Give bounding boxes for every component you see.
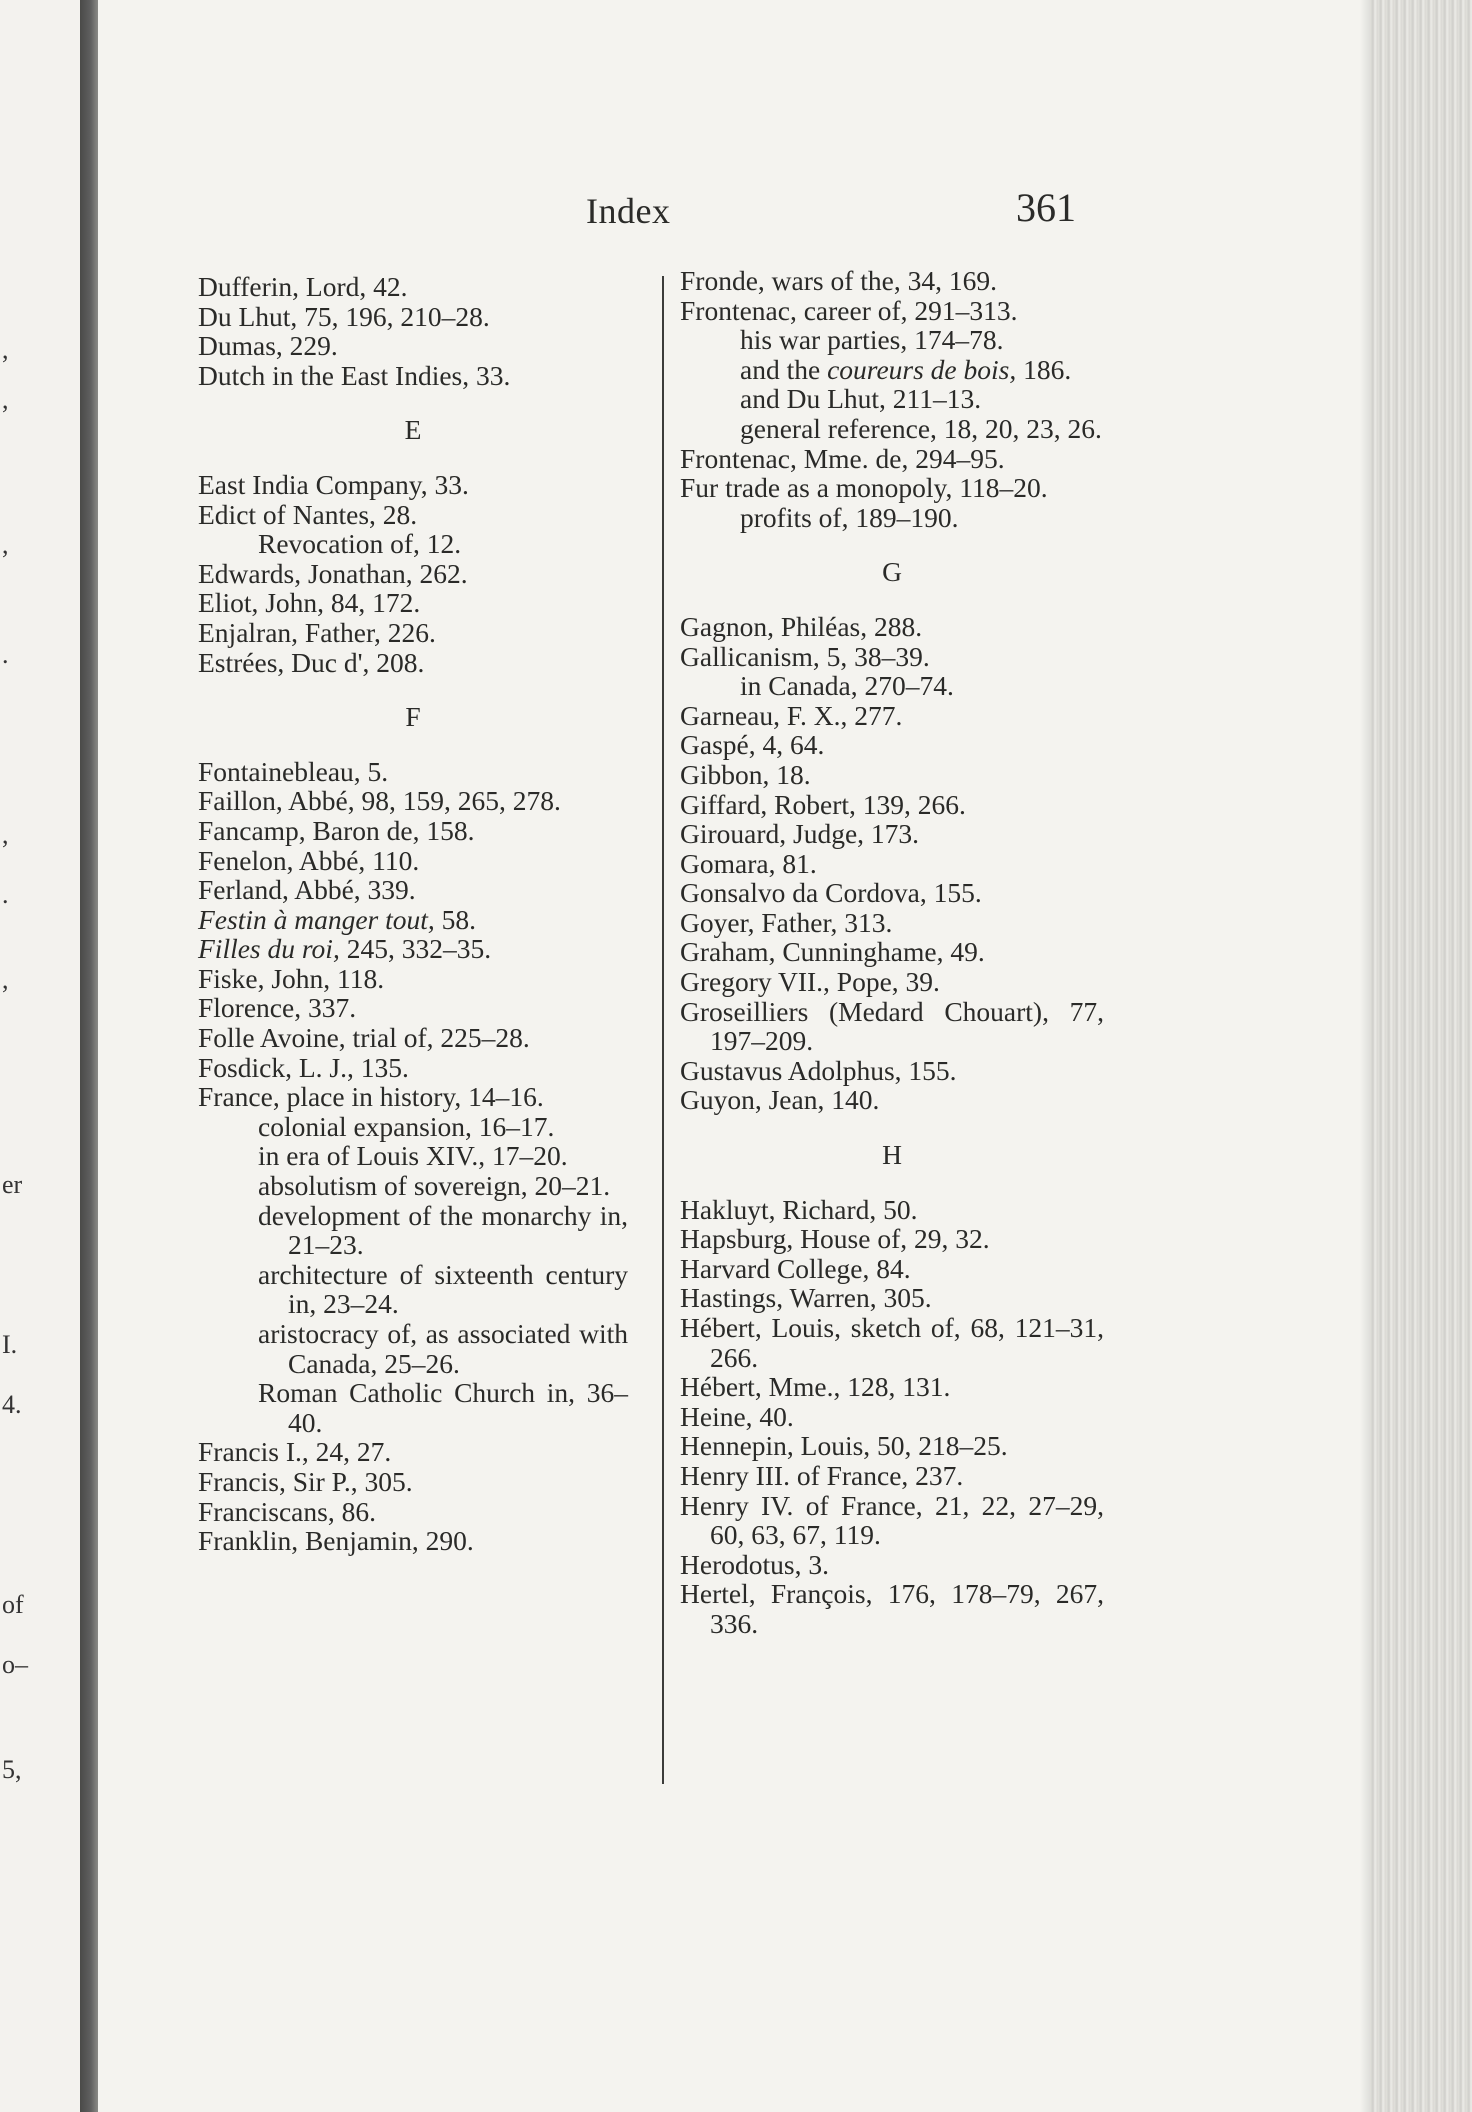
facing-page-edge	[0, 0, 80, 2112]
index-subentry: in era of Louis XIV., 17–20.	[258, 1140, 568, 1172]
facing-page-fragment: .	[2, 880, 9, 909]
index-entry: Hakluyt, Richard, 50.	[680, 1193, 918, 1225]
index-entry: Edwards, Jonathan, 262.	[198, 557, 468, 589]
section-letter: G	[882, 556, 902, 588]
facing-page-fragment: o–	[2, 1650, 28, 1679]
index-entry	[198, 905, 628, 935]
facing-page-fragment: ,	[2, 385, 9, 414]
index-entry: Fosdick, L. J., 135.	[198, 1051, 409, 1083]
index-entry: France, place in history, 14–16.	[198, 1081, 544, 1113]
index-entry: Heine, 40.	[680, 1400, 794, 1432]
index-entry: Eliot, John, 84, 172.	[198, 587, 421, 619]
section-letter: H	[882, 1139, 902, 1171]
column-divider	[662, 276, 664, 1784]
index-column-right	[680, 266, 1104, 1639]
entry-pages: 186.	[1016, 353, 1072, 385]
index-entry: Guyon, Jean, 140.	[680, 1084, 880, 1116]
index-subentry: profits of, 189–190.	[740, 501, 959, 533]
index-subentry: development of the monarchy in, 21–23.	[258, 1199, 628, 1261]
facing-page-fragment: .	[2, 640, 9, 669]
index-subentry	[680, 355, 1104, 385]
italic-term: coureurs de bois,	[827, 353, 1017, 385]
index-entry: Fancamp, Baron de, 158.	[198, 814, 475, 846]
index-entry: Harvard College, 84.	[680, 1252, 911, 1284]
index-subentry: absolutism of sovereign, 20–21.	[258, 1170, 611, 1202]
index-entry: Estrées, Duc d', 208.	[198, 646, 425, 678]
section-letter: F	[405, 701, 421, 733]
index-entry: Hastings, Warren, 305.	[680, 1282, 932, 1314]
index-entry: Frontenac, Mme. de, 294–95.	[680, 442, 1005, 474]
index-entry: Hébert, Mme., 128, 131.	[680, 1371, 951, 1403]
running-head-title: Index	[586, 191, 671, 231]
facing-page-fragment: er	[2, 1170, 23, 1199]
index-entry: Henry III. of France, 237.	[680, 1459, 964, 1491]
index-entry: Dumas, 229.	[198, 330, 338, 362]
facing-page-fragment: ,	[2, 965, 9, 994]
facing-page-fragment: of	[2, 1590, 24, 1619]
index-entry: Girouard, Judge, 173.	[680, 818, 920, 850]
index-entry: Herodotus, 3.	[680, 1548, 829, 1580]
index-entry: Frontenac, career of, 291–313.	[680, 294, 1018, 326]
book-gutter	[80, 0, 98, 2112]
index-entry: Giffard, Robert, 139, 266.	[680, 788, 966, 820]
stacked-page-edges	[1370, 0, 1472, 2112]
index-entry: Gonsalvo da Cordova, 155.	[680, 877, 982, 909]
index-subentry: colonial expansion, 16–17.	[258, 1110, 555, 1142]
index-entry: Hennepin, Louis, 50, 218–25.	[680, 1430, 1008, 1462]
entry-text: and the	[740, 353, 828, 385]
index-entry: Fenelon, Abbé, 110.	[198, 844, 420, 876]
index-subentry: architecture of sixteenth century in, 23–24.	[258, 1258, 628, 1320]
index-entry: Hertel, François, 176, 178–79, 267, 336.	[680, 1578, 1104, 1639]
index-entry: East India Company, 33.	[198, 468, 469, 500]
index-entry: Folle Avoine, trial of, 225–28.	[198, 1022, 530, 1054]
index-subentry: his war parties, 174–78.	[740, 324, 1004, 356]
index-subentry: Revocation of, 12.	[258, 528, 462, 560]
italic-term: Filles du roi,	[198, 933, 340, 965]
entry-pages: 58.	[434, 903, 477, 935]
index-entry: Enjalran, Father, 226.	[198, 616, 436, 648]
index-entry: Francis I., 24, 27.	[198, 1436, 392, 1468]
index-subentry: Roman Catholic Church in, 36–40.	[258, 1377, 628, 1438]
index-subentry: general reference, 18, 20, 23, 26.	[740, 412, 1102, 444]
index-entry: Gaspé, 4, 64.	[680, 729, 825, 761]
entry-pages: 245, 332–35.	[339, 933, 492, 965]
facing-page-fragment: 5,	[2, 1755, 22, 1784]
index-subentry: in Canada, 270–74.	[740, 670, 954, 702]
index-entry: Hapsburg, House of, 29, 32.	[680, 1223, 990, 1255]
index-entry: Francis, Sir P., 305.	[198, 1465, 413, 1497]
index-entry: Graham, Cunninghame, 49.	[680, 936, 985, 968]
index-entry: Dutch in the East Indies, 33.	[198, 359, 511, 391]
facing-page-fragment: I.	[2, 1330, 18, 1359]
index-entry: Gomara, 81.	[680, 847, 817, 879]
index-entry: Gregory VII., Pope, 39.	[680, 966, 940, 998]
index-entry: Fiske, John, 118.	[198, 962, 385, 994]
facing-page-fragment: ,	[2, 530, 9, 559]
index-entry: Fontainebleau, 5.	[198, 755, 389, 787]
facing-page-fragment: 4.	[2, 1390, 22, 1419]
index-entry: Groseilliers (Medard Chouart), 77, 197–209.	[680, 995, 1104, 1057]
section-letter: E	[404, 414, 422, 446]
index-entry: Florence, 337.	[198, 992, 357, 1024]
facing-page-fragment: ,	[2, 335, 9, 364]
index-entry: Gustavus Adolphus, 155.	[680, 1054, 957, 1086]
index-entry: Franciscans, 86.	[198, 1495, 376, 1527]
index-entry: Fur trade as a monopoly, 118–20.	[680, 472, 1048, 504]
index-column-left	[198, 272, 628, 1556]
index-entry: Henry IV. of France, 21, 22, 27–29, 60, 63, 67, 119.	[680, 1489, 1104, 1551]
index-entry: Edict of Nantes, 28.	[198, 498, 418, 530]
index-entry: Garneau, F. X., 277.	[680, 699, 903, 731]
index-entry: Ferland, Abbé, 339.	[198, 874, 416, 906]
index-entry: Dufferin, Lord, 42.	[198, 271, 408, 302]
index-entry: Gibbon, 18.	[680, 758, 811, 790]
index-entry: Fronde, wars of the, 34, 169.	[680, 265, 997, 296]
italic-term: Festin à manger tout,	[198, 903, 435, 935]
index-entry: Hébert, Louis, sketch of, 68, 121–31, 266.	[680, 1312, 1104, 1373]
index-entry	[198, 934, 628, 964]
index-entry: Gallicanism, 5, 38–39.	[680, 640, 930, 672]
index-entry: Franklin, Benjamin, 290.	[198, 1525, 474, 1557]
index-entry: Faillon, Abbé, 98, 159, 265, 278.	[198, 785, 561, 817]
index-subentry: aristocracy of, as associated with Canada, 25–26.	[258, 1318, 628, 1379]
facing-page-fragment: ,	[2, 820, 9, 849]
index-subentry: and Du Lhut, 211–13.	[740, 383, 982, 415]
index-entry: Goyer, Father, 313.	[680, 906, 893, 938]
index-entry: Du Lhut, 75, 196, 210–28.	[198, 300, 490, 332]
page-number: 361	[1016, 185, 1076, 230]
index-entry: Gagnon, Philéas, 288.	[680, 610, 923, 642]
